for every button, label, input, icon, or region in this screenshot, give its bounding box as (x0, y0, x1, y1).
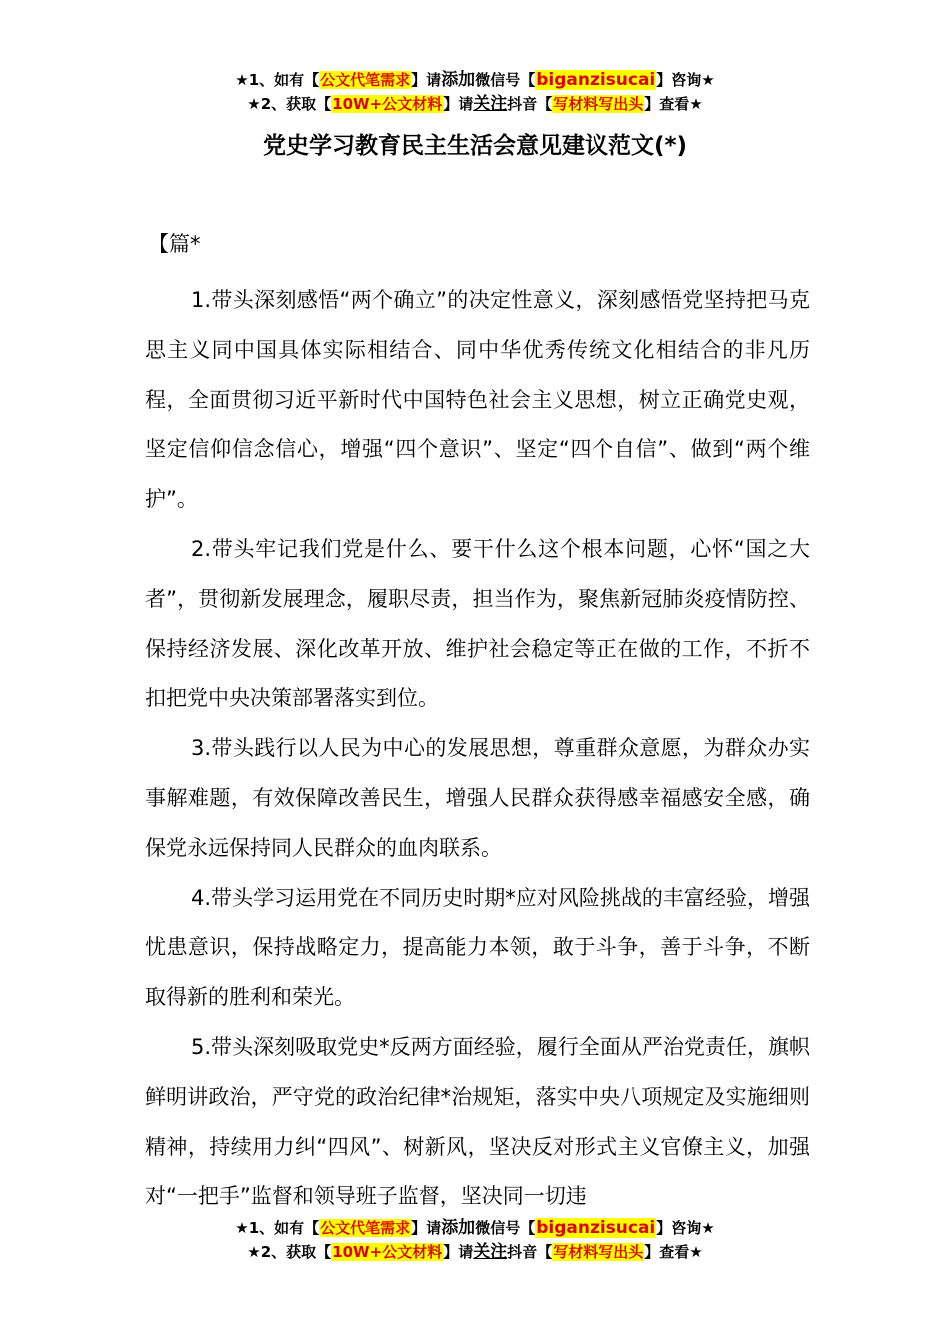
wechat-id: biganzisucai (536, 1218, 656, 1238)
highlight-text: 公文代笔需求 (320, 71, 411, 89)
promo-line-2: ★2、获取【10W+公文材料】请关注抖音【写材料写出头】查看★ (247, 94, 703, 114)
highlight-text: 10W+公文材料 (332, 1243, 443, 1261)
paragraph: 3.带头践行以人民为中心的发展思想，尊重群众意愿，为群众办实事解难题，有效保障改善民生，增强人民群众获得感幸福感安全感，确保党永远保持同人民群众的血肉联系。 (145, 736, 810, 860)
paragraph: 1.带头深刻感悟“两个确立”的决定性意义，深刻感悟党坚持把马克思主义同中国具体实际相结合、同中华优秀传统文化相结合的非凡历程，全面贯彻习近平新时代中国特色社会主义思想，树立正确党史观，坚定信仰信念信心，增强“四个意识”、坚定“四个自信”、做到“两个维护”。 (145, 288, 810, 512)
highlight-text: 10W+公文材料 (332, 95, 443, 113)
promo-line-1: ★1、如有【公文代笔需求】请添加微信号【biganzisucai】咨询★ (235, 70, 715, 90)
section-label: 【篇* (148, 232, 201, 256)
highlight-text: 公文代笔需求 (320, 1219, 411, 1237)
promo-line-1: ★1、如有【公文代笔需求】请添加微信号【biganzisucai】咨询★ (235, 1218, 715, 1238)
wechat-id: biganzisucai (536, 70, 656, 90)
paragraph: 2.带头牢记我们党是什么、要干什么这个根本问题，心怀“国之大者”，贯彻新发展理念，履职尽责，担当作为，聚焦新冠肺炎疫情防控、保持经济发展、深化改革开放、维护社会稳定等正在做的工作，不折不扣把党中央决策部署落实到位。 (145, 536, 810, 711)
douyin-account: 写材料写出头 (553, 95, 644, 113)
douyin-account: 写材料写出头 (553, 1243, 644, 1261)
promo-banner-bottom (0, 1216, 950, 1264)
document-body (145, 276, 810, 1222)
promo-line-2: ★2、获取【10W+公文材料】请关注抖音【写材料写出头】查看★ (247, 1242, 703, 1262)
document-title: 党史学习教育民主生活会意见建议范文(*) (262, 133, 688, 159)
paragraph: 4.带头学习运用党在不同历史时期*应对风险挑战的丰富经验，增强忧患意识，保持战略定力，提高能力本领，敢于斗争，善于斗争，不断取得新的胜利和荣光。 (145, 885, 810, 1010)
paragraph: 5.带头深刻吸取党史*反两方面经验，履行全面从严治党责任，旗帜鲜明讲政治，严守党的政治纪律*治规矩，落实中央八项规定及实施细则精神，持续用力纠“四风”、树新风，坚决反对形式主义官僚主义，加强对“一把手”监督和领导班子监督，坚决同一切违 (145, 1034, 810, 1209)
promo-banner-top (0, 68, 950, 116)
